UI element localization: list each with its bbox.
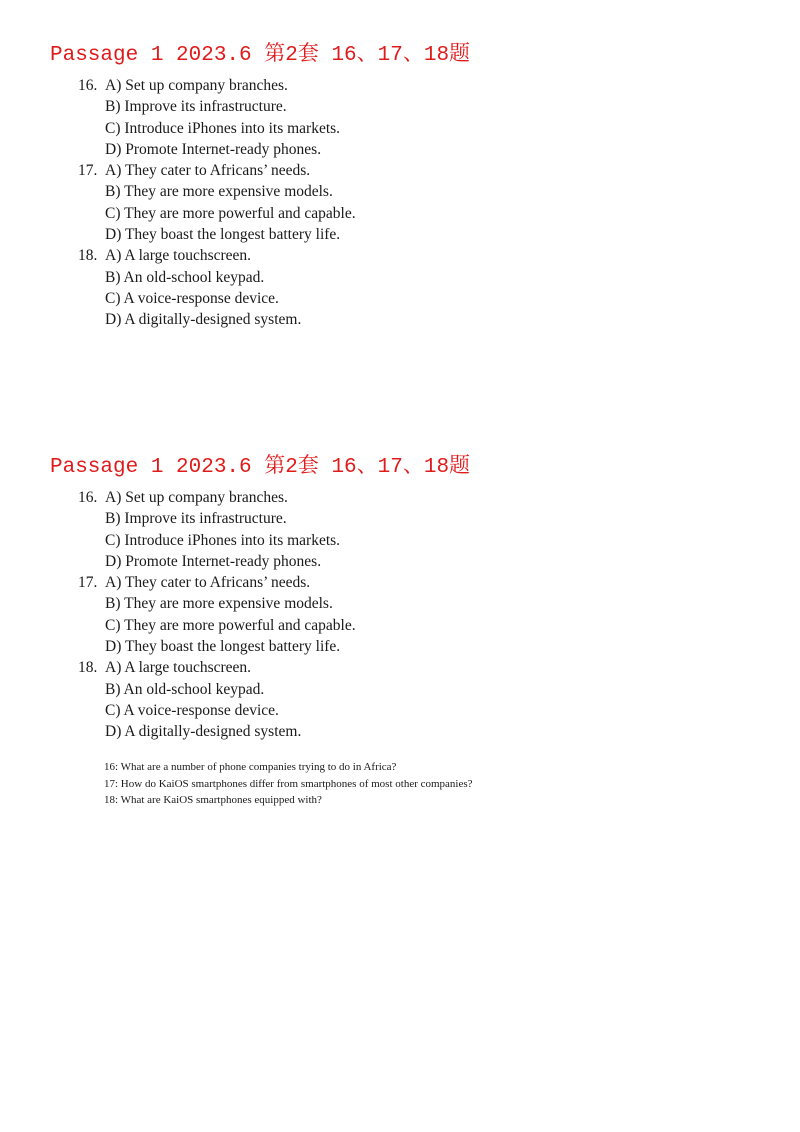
option-text: C) Introduce iPhones into its markets.: [105, 531, 341, 549]
question-17-option-d: [78, 224, 356, 245]
question-16-option-b: [78, 96, 356, 117]
option-text: C) They are more powerful and capable.: [105, 204, 356, 222]
question-18-option-b: [78, 679, 356, 700]
question-number: 17.: [78, 574, 98, 592]
question-list: [78, 75, 356, 331]
option-text: A) They cater to Africans’ needs.: [105, 162, 311, 180]
question-18-option-d: [78, 721, 356, 742]
option-text: C) A voice-response device.: [105, 289, 279, 307]
question-notes: [104, 759, 473, 809]
option-text: C) Introduce iPhones into its markets.: [105, 119, 341, 137]
option-text: C) A voice-response device.: [105, 701, 279, 719]
question-note-18: 18: What are KaiOS smartphones equipped with?: [104, 794, 322, 806]
question-17-option-b: [78, 593, 356, 614]
question-number: 18.: [78, 247, 98, 265]
question-list: [78, 487, 356, 743]
question-note-17: 17: How do KaiOS smartphones differ from smartphones of most other companies?: [104, 777, 473, 790]
question-16-option-c: [78, 118, 356, 139]
question-17-option-b: [78, 181, 356, 202]
question-18-option-a: [78, 245, 356, 266]
option-text: B) An old-school keypad.: [105, 268, 265, 286]
option-text: A) Set up company branches.: [105, 489, 288, 506]
option-text: D) They boast the longest battery life.: [105, 638, 341, 656]
option-text: B) An old-school keypad.: [105, 680, 265, 698]
question-17-option-c: [78, 203, 356, 224]
question-16-option-b: [78, 508, 356, 529]
question-18-option-b: [78, 267, 356, 288]
option-text: B) They are more expensive models.: [105, 595, 333, 613]
question-17-option-c: [78, 615, 356, 636]
option-text: D) They boast the longest battery life.: [105, 226, 341, 244]
question-number: 18.: [78, 659, 98, 677]
question-17-option-a: [78, 160, 356, 181]
question-note-16: 16: What are a number of phone companies trying to do in Africa?: [104, 761, 397, 773]
option-text: D) A digitally-designed system.: [105, 311, 302, 329]
question-16-option-d: [78, 551, 356, 572]
option-text: A) A large touchscreen.: [105, 659, 252, 677]
question-16-option-d: [78, 139, 356, 160]
question-number: 17.: [78, 162, 98, 180]
question-16-option-c: [78, 530, 356, 551]
option-text: A) They cater to Africans’ needs.: [105, 574, 311, 592]
option-text: B) They are more expensive models.: [105, 183, 333, 201]
option-text: A) A large touchscreen.: [105, 247, 252, 265]
question-number: 16.: [78, 77, 98, 94]
question-18-option-d: [78, 309, 356, 330]
question-number: 16.: [78, 489, 98, 506]
question-17-option-d: [78, 636, 356, 657]
option-text: B) Improve its infrastructure.: [105, 98, 287, 116]
question-18-option-c: [78, 700, 356, 721]
option-text: D) Promote Internet-ready phones.: [105, 140, 322, 158]
option-text: C) They are more powerful and capable.: [105, 616, 356, 634]
question-18-option-c: [78, 288, 356, 309]
question-16-option-a: [78, 487, 356, 508]
question-16-option-a: [78, 75, 356, 96]
question-18-option-a: [78, 657, 356, 678]
option-text: D) Promote Internet-ready phones.: [105, 552, 322, 570]
question-17-option-a: [78, 572, 356, 593]
passage-heading: Passage 1 2023.6 第2套 16、17、18题: [50, 456, 471, 479]
option-text: B) Improve its infrastructure.: [105, 510, 287, 528]
option-text: D) A digitally-designed system.: [105, 723, 302, 741]
passage-heading: Passage 1 2023.6 第2套 16、17、18题: [50, 44, 471, 67]
option-text: A) Set up company branches.: [105, 77, 288, 94]
